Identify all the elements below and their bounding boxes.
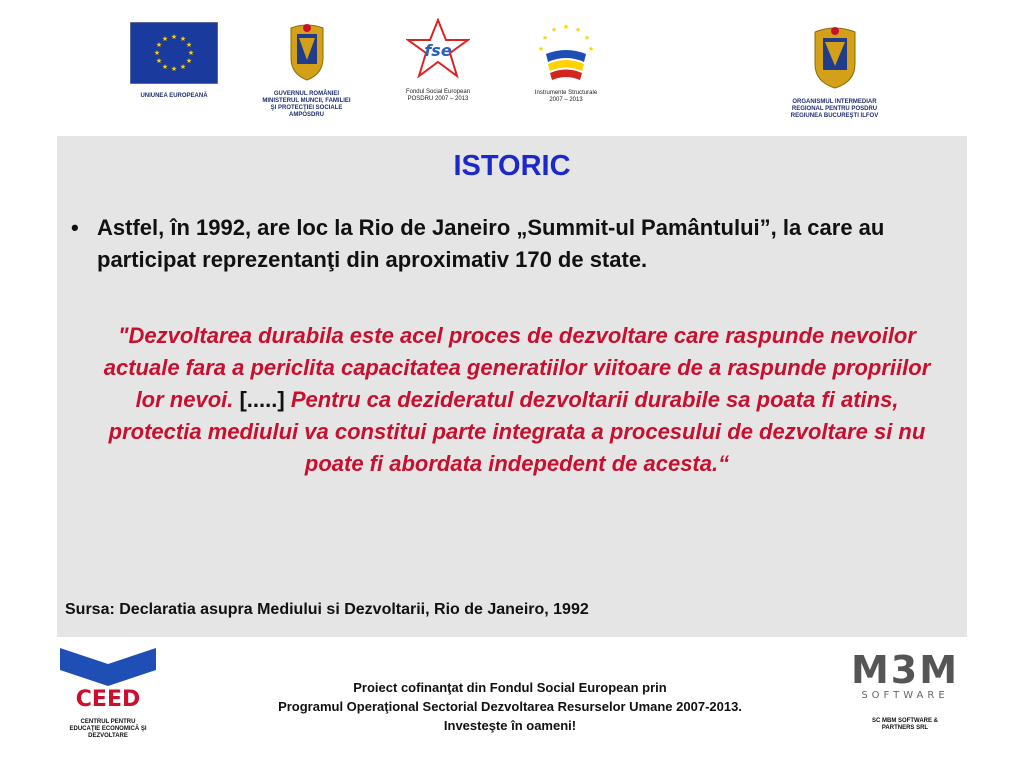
government-caption-line4: AMPOSDRU	[288, 112, 324, 118]
oi-caption-line3: REGIUNEA BUCUREŞTI ILFOV	[790, 113, 879, 119]
oi-posdru-logo	[772, 22, 897, 120]
fse-caption-line1: Fondul Social European	[405, 89, 471, 95]
footer-line2: Programul Operaţional Sectorial Dezvoltarea Resurselor Umane 2007-2013.	[278, 699, 742, 714]
structural-caption-line1: Instrumente Structurale	[534, 90, 598, 96]
source-citation: Sursa: Declaratia asupra Mediului si Dezvoltarii, Rio de Janeiro, 1992	[65, 601, 589, 618]
svg-text:★: ★	[574, 26, 582, 34]
svg-text:★: ★	[179, 35, 187, 43]
ceed-icon	[56, 642, 160, 712]
svg-text:★: ★	[583, 34, 591, 42]
romanian-government-logo	[244, 20, 369, 119]
bullet-text: Astfel, în 1992, are loc la Rio de Janeiro „Summit-ul Pamântului”, la care au participat reprezentanţi din aproximativ 170 de state.	[97, 215, 885, 272]
svg-text:★: ★	[185, 41, 193, 49]
oi-caption-line2: REGIONAL PENTRU POSDRU	[791, 106, 878, 112]
svg-text:★: ★	[185, 57, 193, 65]
svg-text:★: ★	[170, 65, 178, 73]
ceed-caption-line1: CENTRUL PENTRU	[80, 719, 136, 725]
svg-text:★: ★	[170, 33, 178, 41]
svg-text:★: ★	[550, 26, 558, 34]
structural-caption-line2: 2007 – 2013	[549, 97, 583, 103]
ceed-caption-line3: DEZVOLTARE	[88, 733, 128, 739]
eu-flag-logo	[118, 22, 230, 100]
svg-text:★: ★	[155, 41, 163, 49]
svg-text:★: ★	[155, 57, 163, 65]
government-caption-line2: MINISTERUL MUNCII, FAMILIEI	[262, 98, 351, 104]
svg-text:★: ★	[161, 63, 169, 71]
quote-ellipsis: [.....]	[239, 387, 285, 412]
bullet-dot-icon: •	[71, 215, 79, 240]
slide-title: ISTORIC	[453, 150, 571, 182]
quote-block	[87, 320, 947, 480]
svg-text:★: ★	[541, 34, 549, 42]
m3m-mark: M3M	[850, 648, 960, 692]
coat-of-arms-icon	[287, 20, 327, 82]
eu-caption: UNIUNEA EUROPEANĂ	[140, 93, 208, 99]
svg-text:★: ★	[187, 49, 195, 57]
quote-part1: "Dezvoltarea durabila este acel proces de dezvoltare care raspunde nevoilor actuale fara a periclita capacitatea generatiilor viitoare de a raspunde propriilor lor nevoi.	[103, 323, 931, 412]
footer-text	[150, 678, 870, 735]
structural-instruments-icon	[534, 20, 598, 84]
footer-line1: Proiect cofinanţat din Fondul Social European prin	[353, 680, 667, 695]
svg-text:★: ★	[587, 45, 595, 53]
coat-of-arms-icon	[811, 22, 859, 90]
government-caption-line3: ŞI PROTECŢIEI SOCIALE	[270, 105, 343, 111]
fse-caption-line2: POSDRU 2007 – 2013	[407, 96, 469, 102]
m3m-sub: SOFTWARE	[861, 690, 949, 701]
ceed-logo	[52, 642, 164, 740]
ceed-caption-line2: EDUCAŢIE ECONOMICĂ ŞI	[69, 726, 147, 732]
footer-line3: Investeşte în oameni!	[443, 718, 577, 733]
slide-content-panel	[57, 136, 967, 637]
svg-text:★: ★	[161, 35, 169, 43]
m3m-caption-line1: SC MBM SOFTWARE &	[872, 718, 938, 724]
svg-text:★: ★	[562, 23, 570, 31]
oi-caption-line1: ORGANISMUL INTERMEDIAR	[792, 99, 877, 105]
m3m-software-logo	[840, 650, 970, 732]
fse-mark: fse	[424, 41, 452, 60]
m3m-caption-line2: PARTNERS SRL	[881, 725, 929, 731]
fse-logo	[388, 18, 488, 103]
svg-text:★: ★	[179, 63, 187, 71]
svg-text:★: ★	[537, 45, 545, 53]
ceed-mark: CEED	[75, 687, 141, 712]
bullet-item	[71, 212, 917, 276]
government-caption-line1: GUVERNUL ROMÂNIEI	[273, 91, 340, 97]
fse-icon	[406, 18, 470, 80]
structural-instruments-logo	[516, 20, 616, 104]
quote-part2: Pentru ca dezideratul dezvoltarii durabile sa poata fi atins, protectia mediului va constitui parte integrata a procesului de dezvoltare si nu poate fi abordata indepedent de acesta.“	[108, 387, 926, 476]
eu-flag-icon	[130, 22, 218, 84]
svg-text:★: ★	[153, 49, 161, 57]
